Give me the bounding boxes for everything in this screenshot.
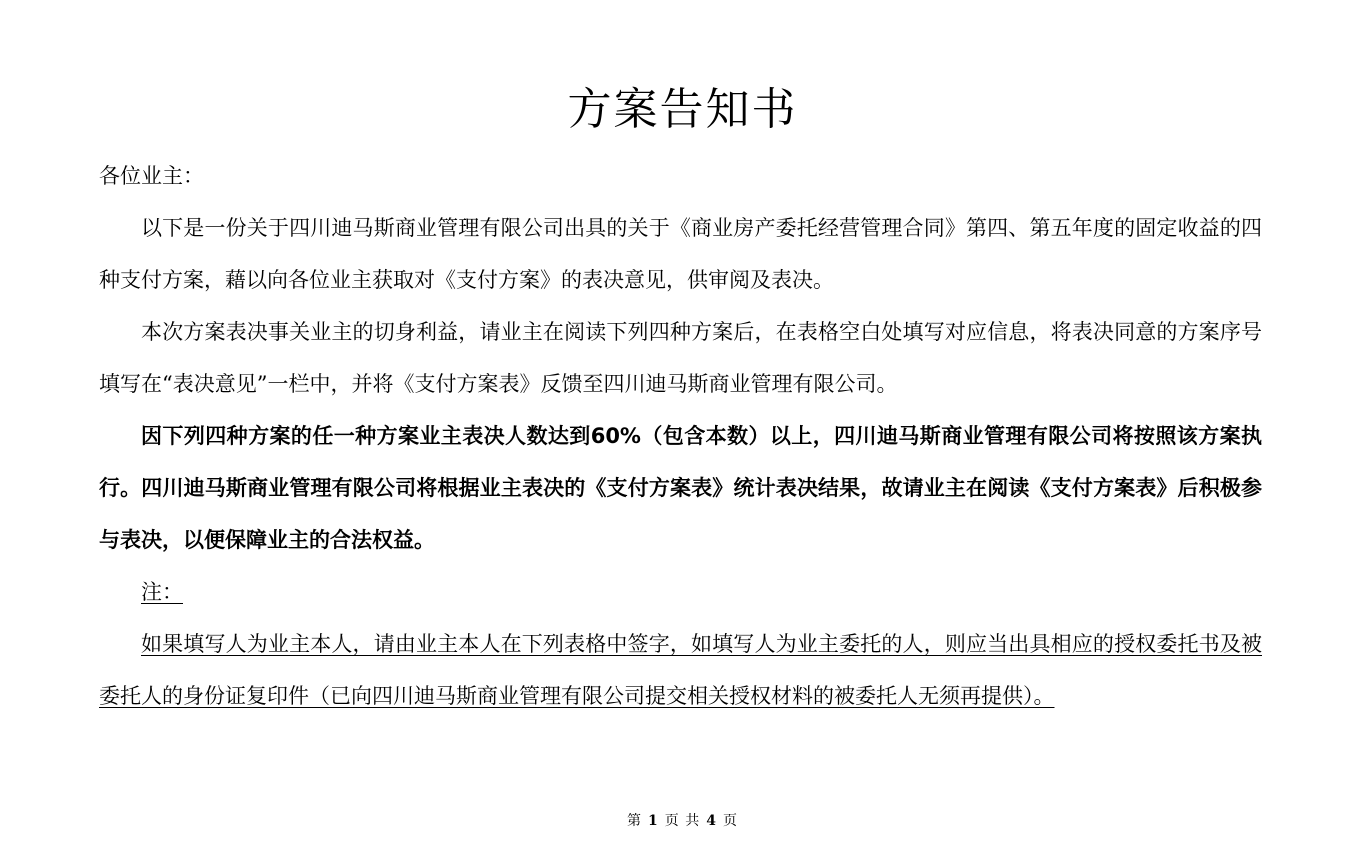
document-title: 方案告知书 bbox=[567, 84, 798, 135]
salutation: 各位业主： bbox=[99, 164, 204, 188]
footer-total-pages: 4 bbox=[706, 813, 717, 829]
document-body bbox=[99, 150, 1262, 722]
note-body: 如果填写人为业主本人，请由业主本人在下列表格中签字，如填写人为业主委托的人，则应当出具相应的授权委托书及被委托人的身份证复印件（已向四川迪马斯商业管理有限公司提交相关授权材料的被委托人无须再提供）。 bbox=[99, 632, 1262, 708]
note-label: 注： bbox=[141, 580, 183, 604]
footer-page-word: 页 bbox=[664, 813, 680, 829]
page-footer bbox=[0, 810, 1365, 832]
note-paragraph bbox=[99, 618, 1262, 722]
footer-current-page: 1 bbox=[648, 813, 659, 829]
note-label-line bbox=[99, 566, 1262, 618]
footer-suffix: 页 bbox=[722, 813, 738, 829]
footer-total-prefix: 共 bbox=[685, 813, 701, 829]
paragraph-intro: 以下是一份关于四川迪马斯商业管理有限公司出具的关于《商业房产委托经营管理合同》第四、第五年度的固定收益的四种支付方案，藉以向各位业主获取对《支付方案》的表决意见，供审阅及表决。 bbox=[99, 216, 1262, 292]
paragraph-instructions: 本次方案表决事关业主的切身利益，请业主在阅读下列四种方案后，在表格空白处填写对应信息，将表决同意的方案序号填写在“表决意见”一栏中，并将《支付方案表》反馈至四川迪马斯商业管理有限公司。 bbox=[99, 320, 1262, 396]
paragraph-bold-notice: 因下列四种方案的任一种方案业主表决人数达到60%（包含本数）以上，四川迪马斯商业管理有限公司将按照该方案执行。四川迪马斯商业管理有限公司将根据业主表决的《支付方案表》统计表决结果，故请业主在阅读《支付方案表》后积极参与表决，以便保障业主的合法权益。 bbox=[99, 424, 1262, 552]
footer-prefix: 第 bbox=[627, 813, 643, 829]
